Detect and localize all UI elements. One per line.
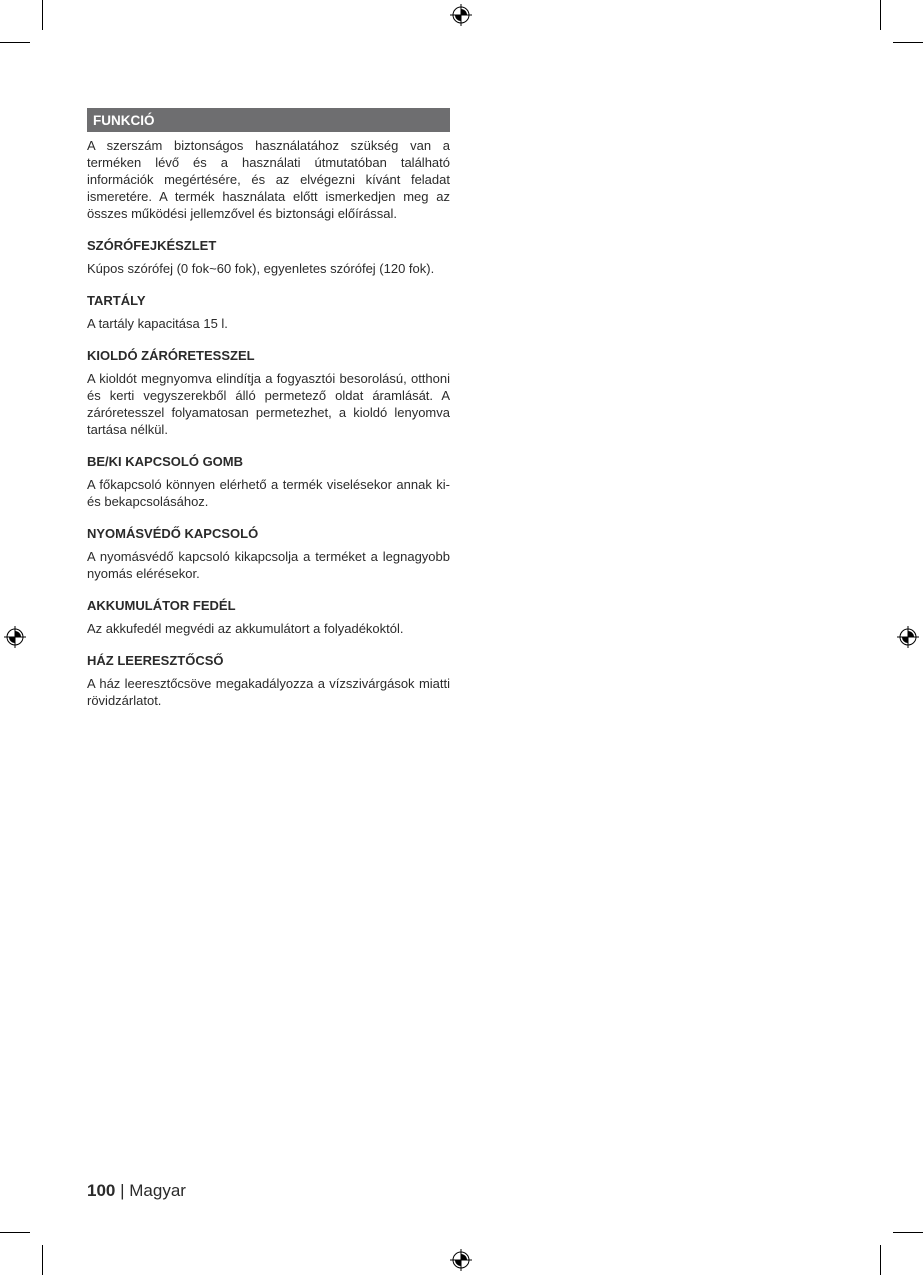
feature-heading: SZÓRÓFEJKÉSZLET <box>87 238 217 253</box>
feature-item <box>87 292 450 332</box>
feature-item <box>87 347 450 438</box>
feature-text: A ház leeresztőcsöve megakadályozza a vízszivárgások miatti rövidzárlatot. <box>87 676 450 708</box>
footer-separator: | <box>115 1181 130 1200</box>
crop-mark-bottom-right-h <box>893 1232 923 1233</box>
page-number: 100 <box>87 1181 116 1200</box>
section-title-bar: FUNKCIÓ <box>87 108 450 132</box>
feature-item <box>87 237 450 277</box>
feature-heading: NYOMÁSVÉDŐ KAPCSOLÓ <box>87 526 259 541</box>
feature-heading: AKKUMULÁTOR FEDÉL <box>87 598 236 613</box>
feature-heading: BE/KI KAPCSOLÓ GOMB <box>87 454 244 469</box>
crop-mark-top-right-v <box>880 0 881 30</box>
crop-mark-bottom-left-h <box>0 1232 30 1233</box>
intro-paragraph: A szerszám biztonságos használatához szükség van a terméken lévő és a használati útmutatóban található információk megértésére, és az elvégezni kívánt feladat ismeretére. A termék használata előtt ismerkedjen meg az összes működési jellemzővel és biztonsági előírással. <box>87 138 450 221</box>
registration-mark-top-icon <box>450 4 472 26</box>
crop-mark-bottom-left-v <box>42 1245 43 1275</box>
crop-mark-top-left-h <box>0 42 30 43</box>
registration-mark-bottom-icon <box>450 1249 472 1271</box>
crop-mark-bottom-right-v <box>880 1245 881 1275</box>
content-column <box>87 108 450 724</box>
crop-mark-top-right-h <box>893 42 923 43</box>
feature-heading: KIOLDÓ ZÁRÓRETESSZEL <box>87 348 255 363</box>
crop-mark-top-left-v <box>42 0 43 30</box>
feature-item <box>87 453 450 510</box>
registration-mark-right-icon <box>897 626 919 648</box>
feature-text: A nyomásvédő kapcsoló kikapcsolja a terméket a legnagyobb nyomás elérésekor. <box>87 549 450 581</box>
feature-item <box>87 597 450 637</box>
feature-heading: HÁZ LEERESZTŐCSŐ <box>87 653 224 668</box>
feature-text: A tartály kapacitása 15 l. <box>87 316 228 331</box>
feature-heading: TARTÁLY <box>87 293 146 308</box>
feature-text: A kioldót megnyomva elindítja a fogyasztói besorolású, otthoni és kerti vegyszerekből álló permetező oldat áramlását. A záróretesszel folyamatosan permetezhet, a kioldó lenyomva tartása nélkül. <box>87 371 450 437</box>
feature-text: A főkapcsoló könnyen elérhető a termék viselésekor annak ki- és bekapcsolásához. <box>87 477 450 509</box>
feature-item <box>87 652 450 709</box>
registration-mark-left-icon <box>4 626 26 648</box>
feature-text: Az akkufedél megvédi az akkumulátort a folyadékoktól. <box>87 621 404 636</box>
footer-language: Magyar <box>129 1181 186 1200</box>
feature-item <box>87 525 450 582</box>
feature-text: Kúpos szórófej (0 fok~60 fok), egyenletes szórófej (120 fok). <box>87 261 435 276</box>
page-footer <box>87 1180 186 1202</box>
